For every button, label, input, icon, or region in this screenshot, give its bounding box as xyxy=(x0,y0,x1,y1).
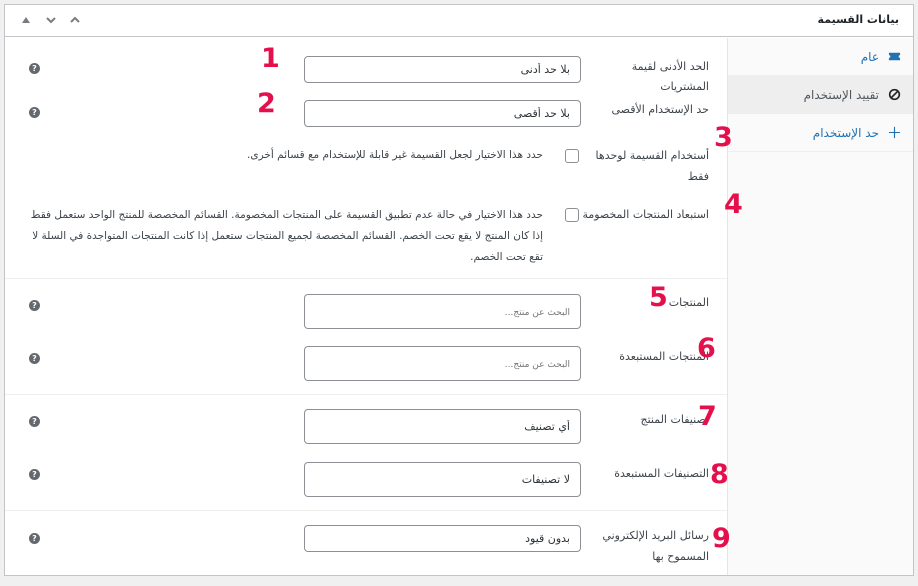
marker-2: 2 xyxy=(257,88,276,119)
individual-use-description: حدد هذا الاختيار لجعل القسيمة غير قابلة للإستخدام مع قسائم أخرى. xyxy=(247,149,543,161)
separator xyxy=(5,278,727,279)
exclude-products-label: المنتجات المستبعدة xyxy=(619,350,709,363)
categories-select[interactable] xyxy=(304,409,581,444)
min-spend-label: الحد الأدنى لقيمة المشتريات xyxy=(631,60,709,93)
panel-header xyxy=(5,5,913,37)
sparkle-icon xyxy=(887,126,901,140)
marker-6: 6 xyxy=(697,333,716,364)
marker-7: 7 xyxy=(698,401,717,432)
exclude-sale-description: حدد هذا الاختيار في حالة عدم تطبيق القسيمة على المنتجات المخصومة. القسائم المخصصة للمنتج الواحد ستعمل فقط إذا كان المنتج لا يقع تحت الخصم. القسائم المخصصة لجميع المنتجات ستعمل إذا كانت المنتجات المتواجدة في السلة لا تقع تحت الخصم. xyxy=(30,209,543,263)
exclude-products-search-input[interactable] xyxy=(304,346,581,381)
max-spend-input[interactable] xyxy=(304,100,581,127)
tab-usage-restriction[interactable] xyxy=(728,76,913,114)
no-entry-icon xyxy=(887,88,901,102)
chevron-down-icon[interactable] xyxy=(42,11,60,29)
help-icon[interactable]: ? xyxy=(29,533,40,544)
ticket-icon xyxy=(887,50,901,64)
exclude-categories-label: التصنيفات المستبعدة xyxy=(614,467,709,480)
separator xyxy=(5,394,727,395)
help-icon[interactable]: ? xyxy=(29,63,40,74)
tab-general-label: عام xyxy=(860,49,879,64)
allowed-emails-label: رسائل البريد الإلكتروني المسموح بها xyxy=(602,529,709,563)
allowed-emails-input[interactable] xyxy=(304,525,581,552)
usage-restriction-form xyxy=(5,38,727,575)
max-spend-label: حد الإستخدام الأقصى xyxy=(611,103,709,116)
exclude-sale-label: استبعاد المنتجات المخصومة xyxy=(582,208,709,221)
help-icon[interactable]: ? xyxy=(29,107,40,118)
marker-5: 5 xyxy=(649,282,668,313)
tab-usage-limits-label: حد الإستخدام xyxy=(812,125,879,140)
marker-8: 8 xyxy=(710,459,729,490)
help-icon[interactable]: ? xyxy=(29,300,40,311)
individual-use-label: أستخدام القسيمة لوحدها فقط xyxy=(595,149,709,183)
help-icon[interactable]: ? xyxy=(29,469,40,480)
tabs-sidebar xyxy=(727,38,913,575)
tab-general[interactable] xyxy=(728,38,913,76)
marker-1: 1 xyxy=(261,43,280,74)
products-search-input[interactable] xyxy=(304,294,581,329)
marker-3: 3 xyxy=(714,122,733,153)
triangle-up-icon[interactable] xyxy=(17,11,35,29)
separator xyxy=(5,510,727,511)
marker-4: 4 xyxy=(724,189,743,220)
chevron-up-icon[interactable] xyxy=(66,11,84,29)
exclude-categories-select[interactable] xyxy=(304,462,581,497)
help-icon[interactable]: ? xyxy=(29,416,40,427)
help-icon[interactable]: ? xyxy=(29,353,40,364)
products-label: المنتجات xyxy=(668,296,709,309)
tab-usage-limits[interactable] xyxy=(728,114,913,152)
tab-usage-restriction-label: تقييد الإستخدام xyxy=(803,87,879,102)
coupon-data-panel xyxy=(4,4,914,576)
individual-use-checkbox[interactable] xyxy=(565,149,579,163)
categories-label: تصنيفات المنتج xyxy=(640,413,709,426)
panel-title: بيانات القسيمة xyxy=(817,13,899,26)
marker-9: 9 xyxy=(712,523,731,554)
min-spend-input[interactable] xyxy=(304,56,581,83)
